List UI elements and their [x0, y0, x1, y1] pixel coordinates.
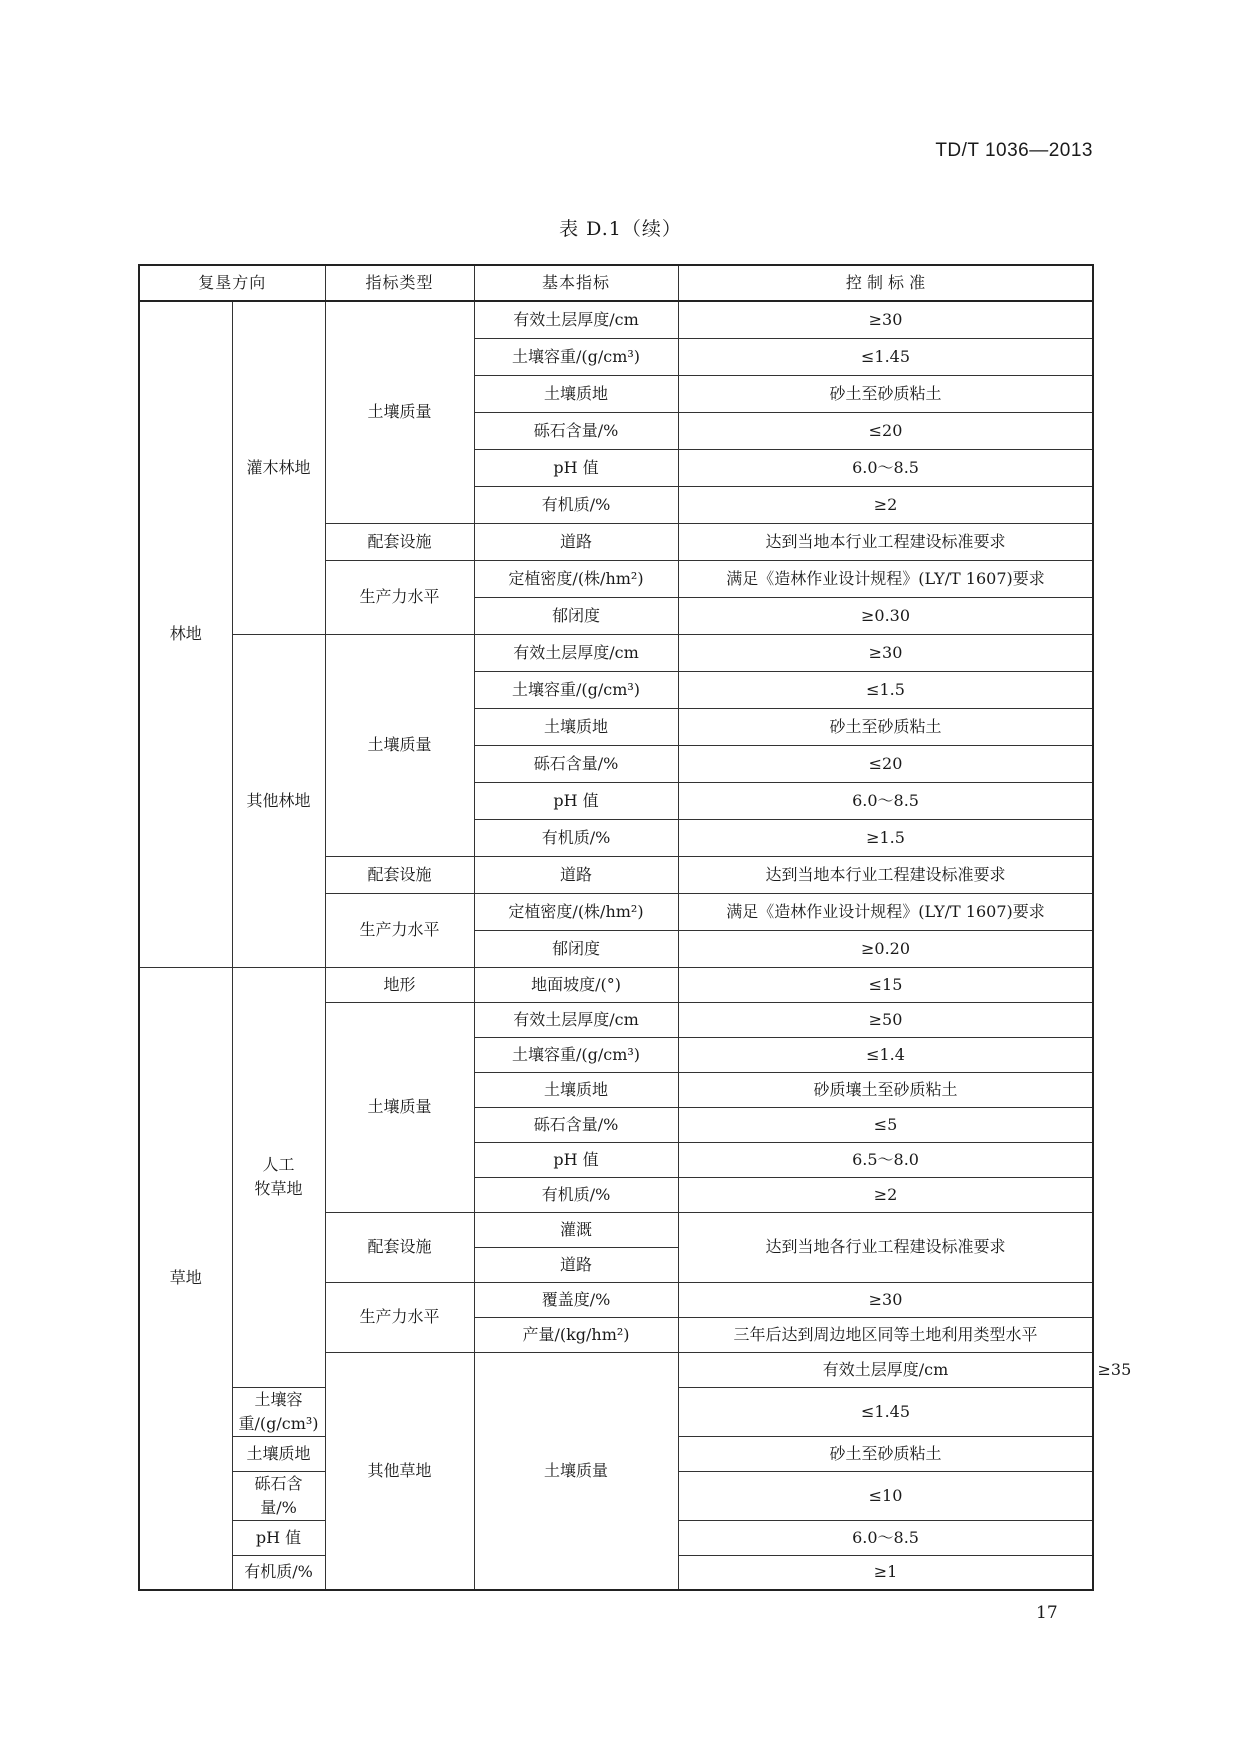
indicator-cell: 砾石含量/% — [474, 745, 678, 782]
standard-cell: ≤1.45 — [678, 1387, 1093, 1436]
document-code: TD/T 1036—2013 — [935, 140, 1093, 161]
table-row — [139, 967, 1093, 1002]
standard-cell: ≥30 — [678, 634, 1093, 671]
standard-cell: 满足《造林作业设计规程》(LY/T 1607)要求 — [678, 893, 1093, 930]
standard-cell: ≥0.20 — [678, 930, 1093, 967]
indicator-cell: 覆盖度/% — [474, 1282, 678, 1317]
table-title: 表 D.1（续） — [559, 218, 682, 240]
standard-cell: ≥1 — [678, 1555, 1093, 1590]
indicator-cell: 道路 — [474, 856, 678, 893]
indicator-cell: 土壤质地 — [474, 375, 678, 412]
indicator-cell: 土壤质地 — [232, 1436, 325, 1471]
table-row — [139, 301, 1093, 338]
indicator-cell: 郁闭度 — [474, 930, 678, 967]
table-header-row — [139, 265, 1093, 301]
type-terrain: 地形 — [325, 967, 474, 1002]
indicator-cell: 道路 — [474, 1247, 678, 1282]
standard-cell: ≤20 — [678, 412, 1093, 449]
standard-cell: ≤5 — [678, 1107, 1093, 1142]
header-basic-indicator: 基本指标 — [474, 265, 678, 301]
header-standard: 控 制 标 准 — [678, 265, 1093, 301]
standard-cell: 达到当地各行业工程建设标准要求 — [678, 1212, 1093, 1282]
standard-cell: ≥1.5 — [678, 819, 1093, 856]
header-direction: 复垦方向 — [139, 265, 325, 301]
type-facility: 配套设施 — [325, 523, 474, 560]
indicator-cell: 砾石含量/% — [232, 1471, 325, 1520]
indicator-cell: 有机质/% — [474, 1177, 678, 1212]
subcategory-artificial-pasture — [232, 967, 325, 1387]
standard-cell: 6.5～8.0 — [678, 1142, 1093, 1177]
table-row — [139, 634, 1093, 671]
standard-cell: ≤15 — [678, 967, 1093, 1002]
indicator-cell: 定植密度/(株/hm²) — [474, 893, 678, 930]
indicator-cell: 灌溉 — [474, 1212, 678, 1247]
indicator-cell: 郁闭度 — [474, 597, 678, 634]
type-productivity: 生产力水平 — [325, 893, 474, 967]
standard-cell: 6.0～8.5 — [678, 449, 1093, 486]
standard-cell: ≤20 — [678, 745, 1093, 782]
type-productivity: 生产力水平 — [325, 1282, 474, 1352]
indicator-cell: pH 值 — [232, 1520, 325, 1555]
indicator-cell: 有机质/% — [474, 486, 678, 523]
subcategory-label-line2: 牧草地 — [254, 1179, 303, 1198]
type-facility: 配套设施 — [325, 1212, 474, 1282]
indicator-cell: 有效土层厚度/cm — [678, 1352, 1093, 1387]
standard-cell: ≥2 — [678, 486, 1093, 523]
indicator-cell: 产量/(kg/hm²) — [474, 1317, 678, 1352]
reclamation-standards-table — [138, 264, 1132, 1591]
standard-cell: 满足《造林作业设计规程》(LY/T 1607)要求 — [678, 560, 1093, 597]
standard-cell: ≤1.4 — [678, 1037, 1093, 1072]
subcategory-other-forest: 其他林地 — [232, 634, 325, 967]
indicator-cell: 有效土层厚度/cm — [474, 634, 678, 671]
indicator-cell: pH 值 — [474, 782, 678, 819]
type-soil-quality: 土壤质量 — [325, 634, 474, 856]
standard-cell: 砂土至砂质粘土 — [678, 708, 1093, 745]
header-indicator-type: 指标类型 — [325, 265, 474, 301]
standard-cell: ≤10 — [678, 1471, 1093, 1520]
standard-cell: 6.0～8.5 — [678, 782, 1093, 819]
subcategory-label-line1: 人工 — [262, 1155, 295, 1174]
standard-cell: 达到当地本行业工程建设标准要求 — [678, 856, 1093, 893]
indicator-cell: 有效土层厚度/cm — [474, 1002, 678, 1037]
type-productivity: 生产力水平 — [325, 560, 474, 634]
indicator-cell: 有机质/% — [474, 819, 678, 856]
indicator-cell: 土壤质地 — [474, 1072, 678, 1107]
indicator-cell: 道路 — [474, 523, 678, 560]
indicator-cell: 有机质/% — [232, 1555, 325, 1590]
standard-cell: 三年后达到周边地区同等土地利用类型水平 — [678, 1317, 1093, 1352]
type-soil-quality: 土壤质量 — [325, 301, 474, 523]
standard-cell: 砂土至砂质粘土 — [678, 375, 1093, 412]
indicator-cell: 有效土层厚度/cm — [474, 301, 678, 338]
standard-cell: ≥30 — [678, 301, 1093, 338]
standard-cell: ≥0.30 — [678, 597, 1093, 634]
subcategory-other-grassland: 其他草地 — [325, 1352, 474, 1590]
table-row: 其他草地 土壤质量 有效土层厚度/cm ≥35 — [139, 1352, 1093, 1387]
standard-cell: ≥30 — [678, 1282, 1093, 1317]
subcategory-shrub-forest: 灌木林地 — [232, 301, 325, 634]
indicator-cell: 砾石含量/% — [474, 1107, 678, 1142]
standard-cell: 砂质壤土至砂质粘土 — [678, 1072, 1093, 1107]
page-number: 17 — [1036, 1603, 1058, 1623]
standard-cell: 达到当地本行业工程建设标准要求 — [678, 523, 1093, 560]
indicator-cell: 土壤容重/(g/cm³) — [474, 338, 678, 375]
standard-cell: ≤1.5 — [678, 671, 1093, 708]
indicator-cell: 土壤容重/(g/cm³) — [232, 1387, 325, 1436]
standard-cell: ≤1.45 — [678, 338, 1093, 375]
category-grassland: 草地 — [139, 967, 232, 1590]
indicator-cell: 定植密度/(株/hm²) — [474, 560, 678, 597]
type-soil-quality: 土壤质量 — [474, 1352, 678, 1590]
category-forest: 林地 — [139, 301, 232, 967]
standard-cell: ≥50 — [678, 1002, 1093, 1037]
indicator-cell: 砾石含量/% — [474, 412, 678, 449]
indicator-cell: 土壤容重/(g/cm³) — [474, 1037, 678, 1072]
standard-cell: ≥2 — [678, 1177, 1093, 1212]
indicator-cell: 土壤质地 — [474, 708, 678, 745]
indicator-cell: pH 值 — [474, 1142, 678, 1177]
standard-cell: 6.0～8.5 — [678, 1520, 1093, 1555]
type-soil-quality: 土壤质量 — [325, 1002, 474, 1212]
indicator-cell: pH 值 — [474, 449, 678, 486]
indicator-cell: 土壤容重/(g/cm³) — [474, 671, 678, 708]
standard-cell: 砂土至砂质粘土 — [678, 1436, 1093, 1471]
type-facility: 配套设施 — [325, 856, 474, 893]
indicator-cell: 地面坡度/(°) — [474, 967, 678, 1002]
